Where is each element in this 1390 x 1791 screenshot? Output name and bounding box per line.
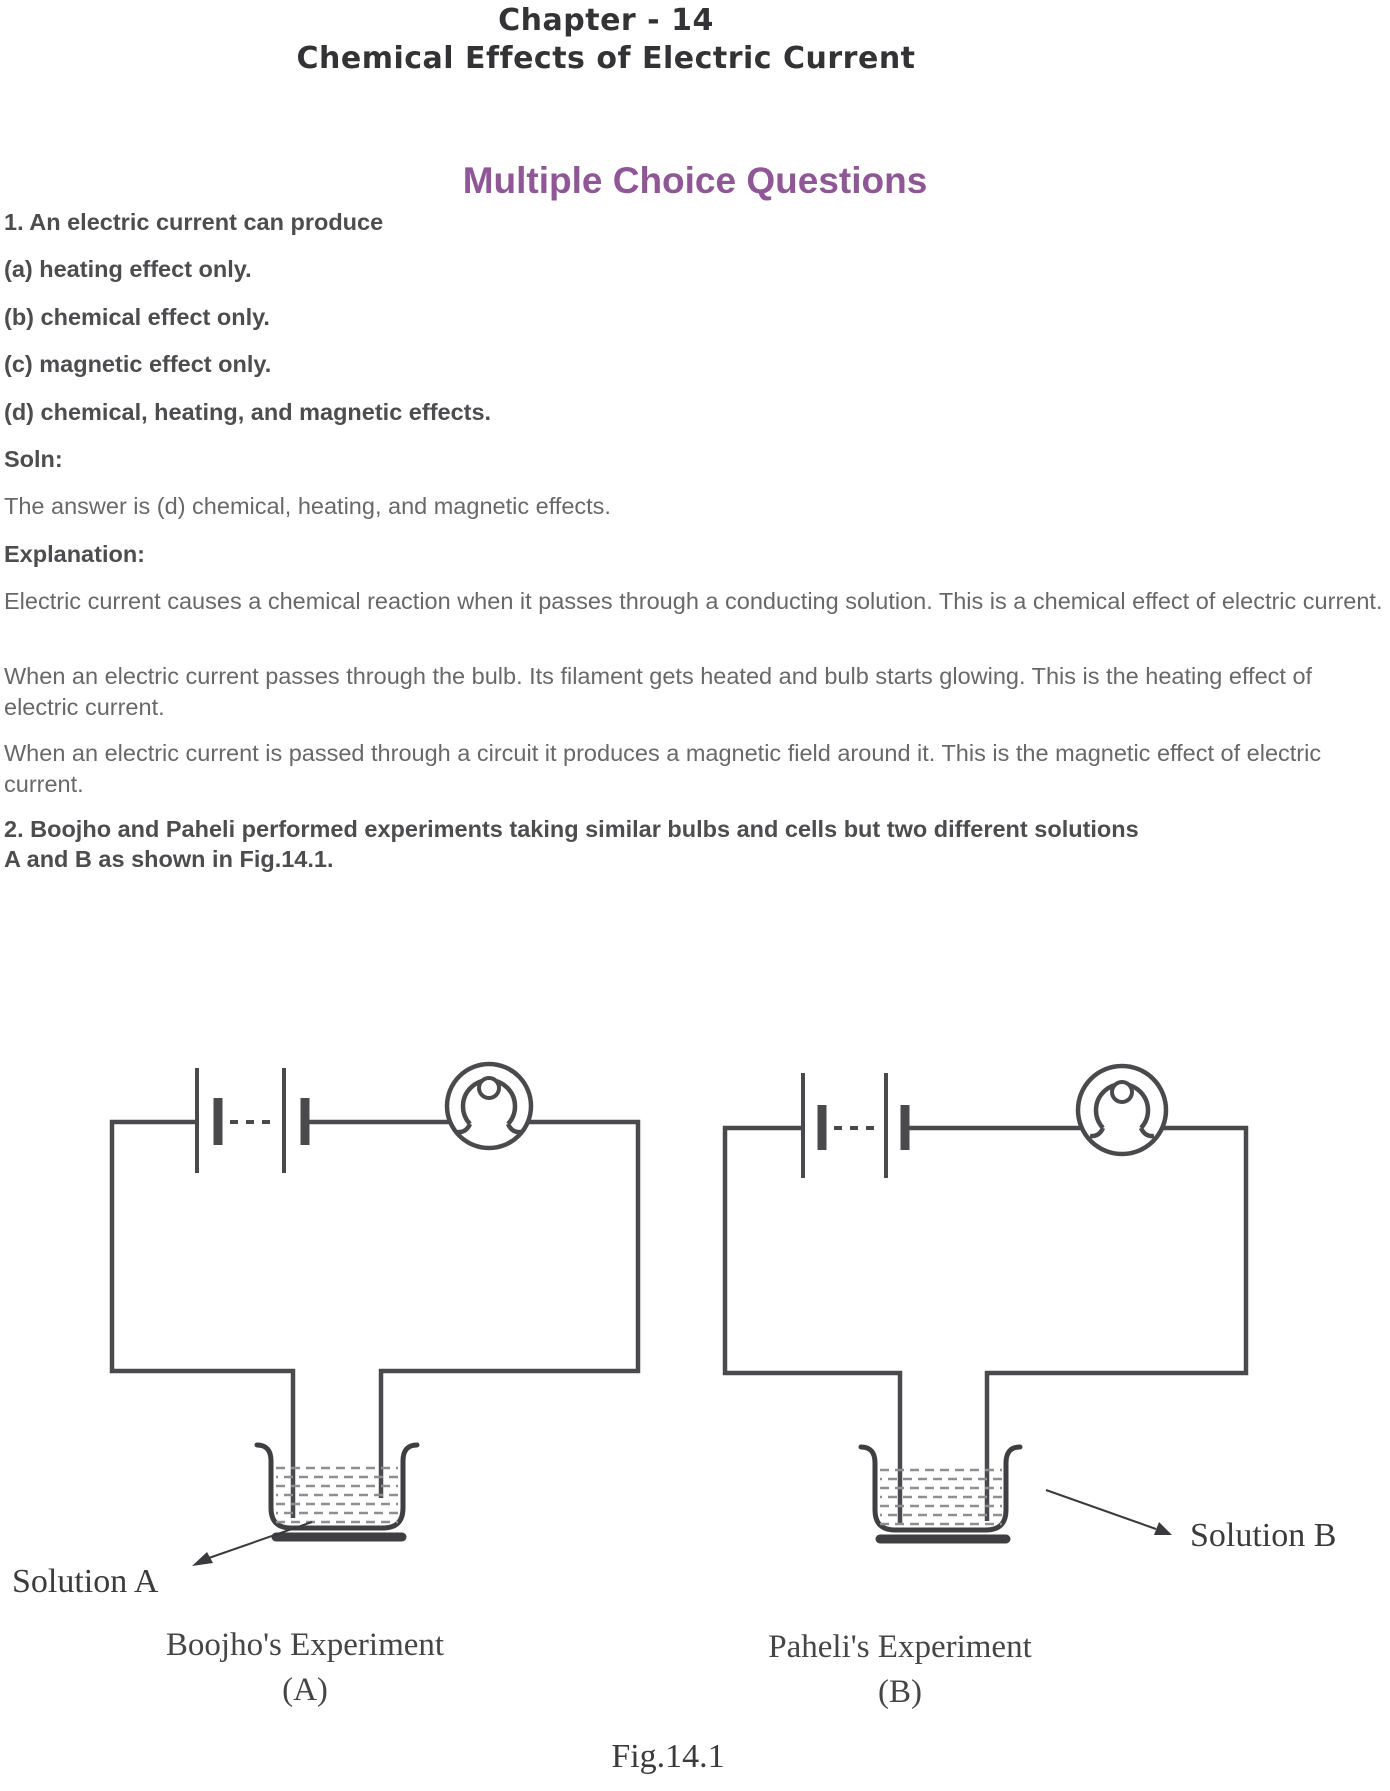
question1-text: 1. An electric current can produce	[4, 209, 384, 235]
solution-a-arrowhead	[192, 1552, 213, 1566]
bulb-b-glass	[1078, 1066, 1166, 1154]
answer-text: The answer is (d) chemical, heating, and magnetic effects.	[4, 493, 611, 519]
circuit-b-right-wire	[987, 1128, 1246, 1521]
explanation-paragraph-3: When an electric current is passed through a circuit it produces a magnetic field around it. This is the magnetic effect of electric current.	[4, 740, 1322, 797]
figure-caption: Fig.14.1	[611, 1738, 725, 1775]
chapter-title-line2: Chemical Effects of Electric Current	[296, 41, 916, 76]
experiment-a-title: Boojho's Experiment	[165, 1627, 445, 1663]
solution-b-arrowhead	[1154, 1522, 1172, 1535]
explanation-label: Explanation:	[4, 541, 146, 567]
chapter-title-line1: Chapter - 14	[498, 3, 714, 38]
experiment-b-sub: (B)	[878, 1674, 922, 1710]
section-heading: Multiple Choice Questions	[462, 160, 928, 201]
battery-b-icon	[803, 1073, 905, 1178]
bulb-b-icon	[1078, 1066, 1166, 1154]
explanation-paragraph-1: Electric current causes a chemical reaction when it passes through a conducting solution. This is a chemical effect of electric current.	[4, 588, 1383, 614]
solution-a-arrow	[192, 1522, 312, 1566]
soln-label: Soln:	[4, 446, 63, 472]
battery-a-icon	[197, 1068, 305, 1173]
bulb-a-tip	[479, 1078, 499, 1098]
solution-a-label: Solution A	[12, 1563, 159, 1600]
bulb-b-tip	[1112, 1082, 1132, 1102]
question1-option-b: (b) chemical effect only.	[4, 304, 270, 330]
bulb-a-icon	[447, 1064, 531, 1148]
experiment-b-caption	[705, 1627, 1095, 1712]
beaker-a	[257, 1445, 417, 1537]
circuit-a-left-wire	[112, 1122, 293, 1518]
question1-option-d: (d) chemical, heating, and magnetic effects.	[4, 399, 492, 425]
solution-b-label: Solution B	[1190, 1517, 1337, 1554]
experiment-a-sub: (A)	[282, 1672, 328, 1708]
circuit-a	[112, 1064, 638, 1518]
circuit-b	[725, 1066, 1246, 1525]
question2-text: 2. Boojho and Paheli performed experiments taking similar bulbs and cells but two different solutions A and B as shown in Fig.14.1.	[4, 816, 1139, 872]
question1-option-c: (c) magnetic effect only.	[4, 351, 272, 377]
experiment-b-title: Paheli's Experiment	[768, 1629, 1032, 1665]
question1-option-a: (a) heating effect only.	[4, 256, 252, 282]
chapter-title	[0, 2, 1212, 78]
circuit-a-right-wire	[381, 1122, 638, 1498]
solution-b-arrow	[1046, 1490, 1172, 1535]
explanation-paragraph-2: When an electric current passes through the bulb. Its filament gets heated and bulb starts glowing. This is the heating effect of electric current.	[4, 663, 1313, 720]
experiment-a-caption	[110, 1625, 500, 1710]
beaker-b	[861, 1447, 1020, 1539]
